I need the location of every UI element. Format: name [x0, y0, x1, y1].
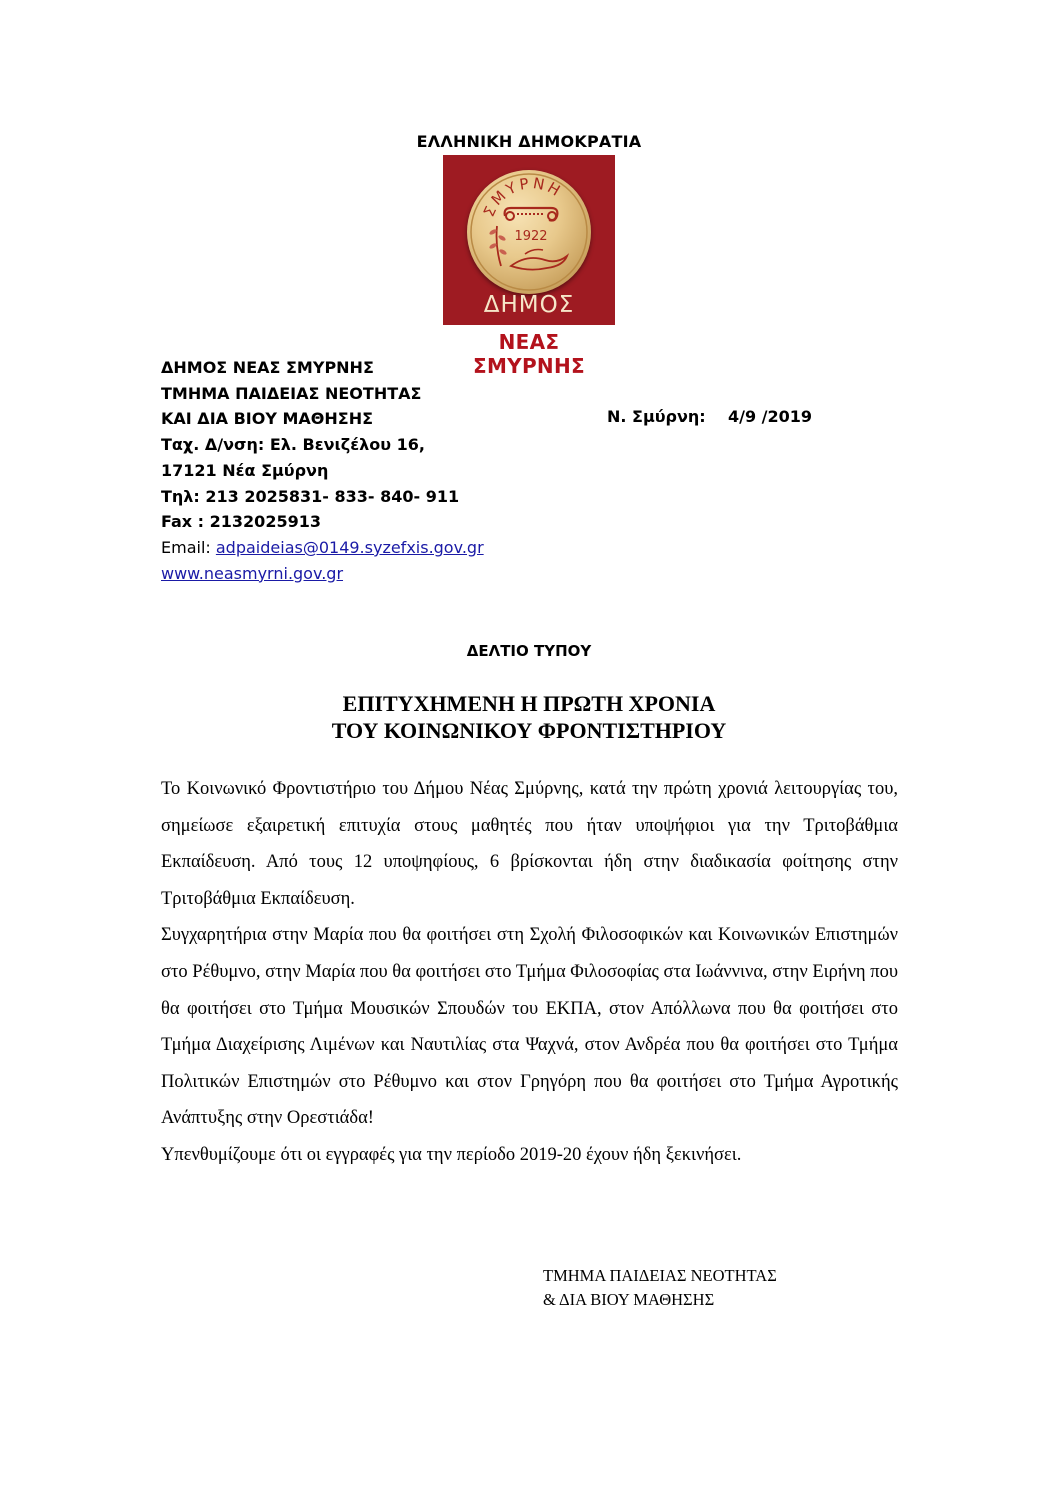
- email-label: Email:: [161, 537, 216, 557]
- sender-municipality: ΔΗΜΟΣ ΝΕΑΣ ΣΜΥΡΝΗΣ: [161, 358, 374, 377]
- body-paragraph: Συγχαρητήρια στην Μαρία που θα φοιτήσει στη Σχολή Φιλοσοφικών και Κοινωνικών Επιστημών στο Ρέθυμνο, στην Μαρία που θα φοιτήσει στο Τμήμα Φιλοσοφίας στα Ιωάννινα, στην Ειρήνη που θα φοιτήσει στο Τμήμα Μουσικών Σπουδών του ΕΚΠΑ, στον Απόλλωνα που θα φοιτήσει στο Τμήμα Διαχείρισης Λιμένων και Ναυτιλίας στα Ψαχνά, στον Ανδρέα που θα φοιτήσει στο Τμήμα Πολιτικών Επιστημών στο Ρέθυμνο και στον Γρηγόρη που θα φοιτήσει στο Τμήμα Αγροτικής Ανάπτυξης στην Ορεστιάδα!: [161, 925, 898, 1129]
- sender-website-row: [161, 561, 484, 587]
- coin-emblem-icon: [467, 170, 591, 294]
- coin-artwork-icon: [467, 170, 591, 294]
- sender-address: Ταχ. Δ/νση: Ελ. Βενιζέλου 16,: [161, 435, 425, 455]
- sender-department: ΤΜΗΜΑ ΠΑΙΔΕΙΑΣ ΝΕΟΤΗΤΑΣ: [161, 383, 422, 403]
- sender-postcode-city: 17121 Νέα Σμύρνη: [161, 460, 329, 480]
- signature-line-1: ΤΜΗΜΑ ΠΑΙΔΕΙΑΣ ΝΕΟΤΗΤΑΣ: [543, 1266, 777, 1285]
- headline-line-1: ΕΠΙΤΥΧΗΜΕΝΗ Η ΠΡΩΤΗ ΧΡΟΝΙΑ: [342, 691, 716, 716]
- signature-block: [543, 1264, 777, 1312]
- email-link[interactable]: adpaideias@0149.syzefxis.gov.gr: [215, 537, 484, 557]
- sender-phone: Τηλ: 213 2025831- 833- 840- 911: [161, 486, 460, 506]
- body-text: [161, 771, 898, 1174]
- headline: [0, 690, 1058, 744]
- logo-label-dimos: ΔΗΜΟΣ: [483, 292, 575, 318]
- date-value: 4/9 /2019: [727, 407, 813, 426]
- svg-text:1922: 1922: [514, 229, 548, 244]
- sender-fax: Fax : 2132025913: [161, 512, 321, 532]
- logo-label-municipality-name: ΝΕΑΣ ΣΜΥΡΝΗΣ: [473, 330, 585, 378]
- svg-text:ΣΜΥΡΝΗ: ΣΜΥΡΝΗ: [479, 174, 566, 220]
- sender-department-cont: ΚΑΙ ΔΙΑ ΒΙΟΥ ΜΑΘΗΣΗΣ: [161, 409, 374, 429]
- press-release-label: ΔΕΛΤΙΟ ΤΥΠΟΥ: [466, 642, 592, 660]
- date-line: [607, 407, 812, 426]
- body-paragraph: Υπενθυμίζουμε ότι οι εγγραφές για την περίοδο 2019-20 έχουν ήδη ξεκινήσει.: [161, 1144, 742, 1165]
- country-title: ΕΛΛΗΝΙΚΗ ΔΗΜΟΚΡΑΤΙΑ: [416, 132, 642, 151]
- sender-email-row: [161, 535, 484, 561]
- signature-line-2: & ΔΙΑ ΒΙΟΥ ΜΑΘΗΣΗΣ: [543, 1290, 715, 1309]
- date-label: Ν. Σμύρνη:: [607, 407, 706, 426]
- municipality-logo: [443, 155, 615, 325]
- website-link[interactable]: www.neasmyrni.gov.gr: [161, 563, 344, 583]
- body-paragraph: Το Κοινωνικό Φροντιστήριο του Δήμου Νέας Σμύρνης, κατά την πρώτη χρονιά λειτουργίας του, σημείωσε εξαιρετική επιτυχία στους μαθητές που ήταν υποψήφιοι για την Τριτοβάθμια Εκπαίδευση. Από τους 12 υποψηφίους, 6 βρίσκονται ήδη στην διαδικασία φοίτησης στην Τριτοβάθμια Εκπαίδευση.: [161, 779, 898, 909]
- sender-block: [161, 355, 484, 586]
- headline-line-2: ΤΟΥ ΚΟΙΝΩΝΙΚΟΥ ΦΡΟΝΤΙΣΤΗΡΙΟΥ: [331, 718, 727, 743]
